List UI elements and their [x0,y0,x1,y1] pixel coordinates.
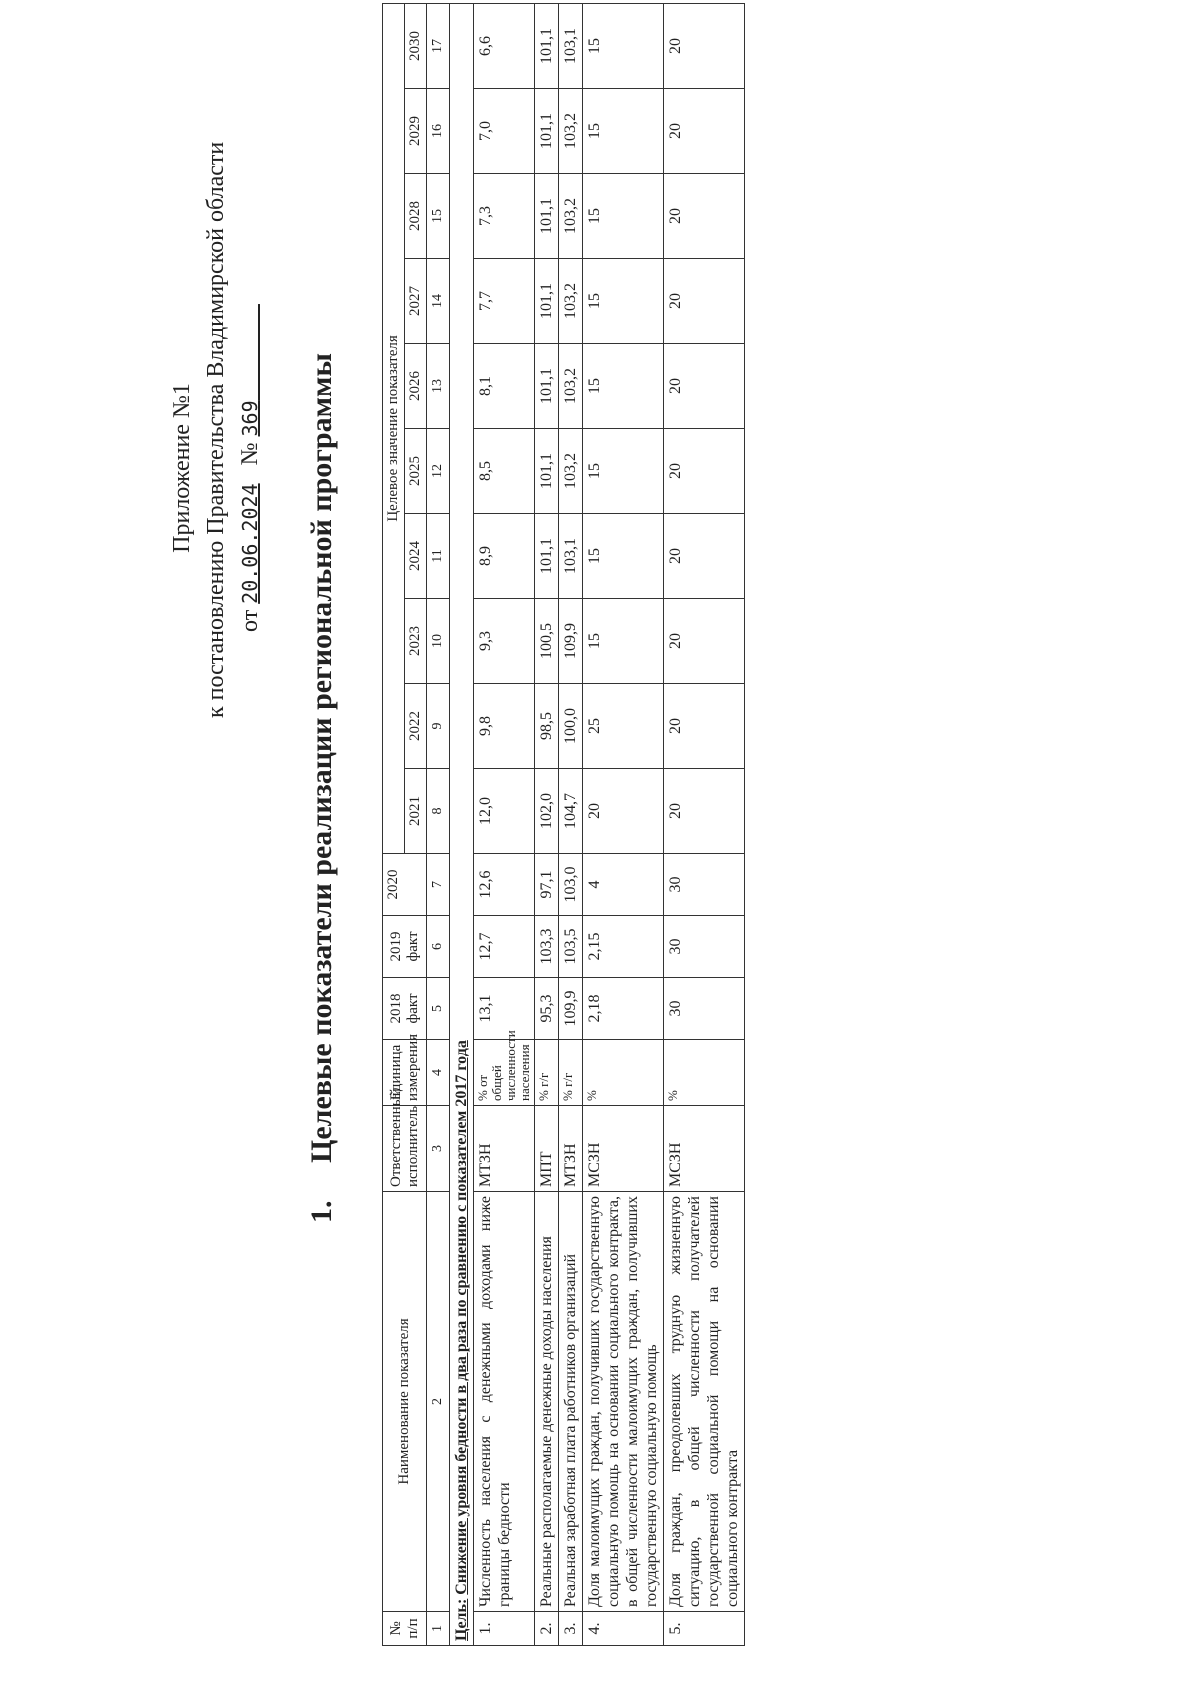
header-responsible: Ответственный исполнитель [383,1106,427,1192]
indicator-value: 13,1 [474,978,535,1040]
indicator-value: 8,1 [474,344,535,429]
indicator-responsible: МПТ [535,1106,559,1192]
indicator-value: 20 [664,344,745,429]
decree-number: 369 [238,400,262,437]
indicator-value: 103,5 [559,916,583,978]
table-header-row [383,3,405,1645]
goal-text: Снижение уровня бедности в два раза по сравнению с показателем 2017 года [453,1040,470,1595]
column-number: 15 [427,174,450,259]
indicator-unit: % от общей численности населения [474,1040,535,1106]
section-number: 1. [305,1200,338,1223]
indicator-value: 20 [664,684,745,769]
indicator-value: 7,7 [474,259,535,344]
number-label: № [237,442,263,466]
indicator-value: 101,1 [535,174,559,259]
appendix-header [165,141,267,718]
appendix-number: Приложение №1 [169,383,195,553]
from-label: от [237,609,263,632]
indicator-value: 30 [664,916,745,978]
indicator-num: 3. [559,1612,583,1646]
indicator-value: 12,7 [474,916,535,978]
indicator-value: 2,15 [583,916,664,978]
indicator-name: Реальные располагаемые денежные доходы населения [535,1192,559,1612]
indicator-value: 101,1 [535,259,559,344]
column-number: 12 [427,429,450,514]
header-name: Наименование показателя [383,1192,427,1612]
header-2020: 2020 [383,854,427,916]
column-number: 7 [427,854,450,916]
indicator-responsible: МСЗН [664,1106,745,1192]
indicator-value: 100,0 [559,684,583,769]
indicator-value: 20 [664,3,745,88]
header-year: 2027 [405,259,427,344]
indicator-unit: % г/г [535,1040,559,1106]
column-number: 8 [427,769,450,854]
indicator-value: 12,6 [474,854,535,916]
indicator-name: Доля малоимущих граждан, получивших государственную социальную помощь на основании социального контракта, в общей численности малоимущих граждан, получивших государственную социальную помощь [583,1192,664,1612]
table-row [583,3,664,1645]
indicator-value: 20 [664,259,745,344]
header-year: 2028 [405,174,427,259]
header-unit: Единица измерения [383,1040,427,1106]
indicator-value: 4 [583,854,664,916]
indicator-value: 20 [583,769,664,854]
indicator-value: 101,1 [535,429,559,514]
indicator-value: 9,3 [474,599,535,684]
indicator-value: 103,2 [559,174,583,259]
indicator-value: 15 [583,3,664,88]
column-number: 9 [427,684,450,769]
indicator-value: 8,5 [474,429,535,514]
column-number: 3 [427,1106,450,1192]
indicator-num: 4. [583,1612,664,1646]
indicator-value: 101,1 [535,344,559,429]
indicator-value: 20 [664,599,745,684]
header-year: 2021 [405,769,427,854]
indicator-value: 9,8 [474,684,535,769]
indicator-value: 15 [583,514,664,599]
indicator-value: 15 [583,89,664,174]
header-num: № п/п [383,1612,427,1646]
column-number: 2 [427,1192,450,1612]
indicator-value: 103,2 [559,429,583,514]
indicator-name: Доля граждан, преодолевших трудную жизненную ситуацию, в общей численности получателей государственной социальной помощи на основании социального контракта [664,1192,745,1612]
indicator-unit: % [664,1040,745,1106]
goal-cell [450,3,474,1645]
indicator-value: 8,9 [474,514,535,599]
header-target: Целевое значение показателя [383,3,405,853]
section-title: Целевые показатели реализации региональной программы [305,353,338,1163]
indicator-value: 12,0 [474,769,535,854]
goal-prefix: Цель: [453,1598,470,1641]
header-year: 2026 [405,344,427,429]
column-number: 4 [427,1040,450,1106]
header-year: 2029 [405,89,427,174]
indicator-name: Реальная заработная плата работников организаций [559,1192,583,1612]
indicator-value: 7,0 [474,89,535,174]
decree-date: 20.06.2024 [238,483,262,604]
indicator-value: 103,2 [559,344,583,429]
indicator-value: 20 [664,89,745,174]
indicator-responsible: МТЗН [474,1106,535,1192]
indicator-num: 1. [474,1612,535,1646]
column-number-row [427,3,450,1645]
column-number: 10 [427,599,450,684]
appendix-date-line [233,218,267,718]
indicators-body [474,3,745,1645]
table-row [535,3,559,1645]
indicator-responsible: МТЗН [559,1106,583,1192]
indicator-value: 109,9 [559,599,583,684]
table-row [559,3,583,1645]
column-number: 1 [427,1612,450,1646]
column-number: 13 [427,344,450,429]
indicator-num: 5. [664,1612,745,1646]
indicator-value: 98,5 [535,684,559,769]
indicator-value: 15 [583,174,664,259]
indicator-value: 97,1 [535,854,559,916]
header-year: 2024 [405,514,427,599]
indicator-responsible: МСЗН [583,1106,664,1192]
indicator-value: 15 [583,344,664,429]
indicator-value: 103,3 [535,916,559,978]
indicator-unit: % [583,1040,664,1106]
indicator-value: 101,1 [535,514,559,599]
column-number: 16 [427,89,450,174]
header-2019: 2019 факт [383,916,427,978]
indicator-value: 20 [664,514,745,599]
indicator-value: 103,2 [559,259,583,344]
indicator-value: 95,3 [535,978,559,1040]
column-number: 14 [427,259,450,344]
page-title [305,323,339,1223]
indicator-value: 25 [583,684,664,769]
indicator-unit: % г/г [559,1040,583,1106]
indicator-value: 103,1 [559,3,583,88]
indicator-value: 7,3 [474,174,535,259]
indicator-value: 103,0 [559,854,583,916]
indicator-value: 102,0 [535,769,559,854]
indicator-name: Численность населения с денежными доходами ниже границы бедности [474,1192,535,1612]
header-year: 2023 [405,599,427,684]
column-number: 17 [427,3,450,88]
indicator-value: 30 [664,854,745,916]
column-number: 11 [427,514,450,599]
indicator-value: 109,9 [559,978,583,1040]
table-row [474,3,535,1645]
indicator-value: 103,1 [559,514,583,599]
indicator-value: 101,1 [535,89,559,174]
indicator-value: 6,6 [474,3,535,88]
goal-row [450,3,474,1645]
indicator-value: 20 [664,769,745,854]
header-year: 2030 [405,3,427,88]
indicator-num: 2. [535,1612,559,1646]
indicator-value: 30 [664,978,745,1040]
appendix-decree-ref: к постановлению Правительства Владимирской области [203,141,229,718]
indicator-value: 15 [583,599,664,684]
column-number: 6 [427,916,450,978]
indicator-value: 104,7 [559,769,583,854]
indicator-value: 2,18 [583,978,664,1040]
header-2018: 2018 факт [383,978,427,1040]
header-year: 2022 [405,684,427,769]
indicator-value: 20 [664,429,745,514]
indicator-value: 20 [664,174,745,259]
indicator-value: 15 [583,259,664,344]
header-year: 2025 [405,429,427,514]
indicator-value: 103,2 [559,89,583,174]
table-row [664,3,745,1645]
indicator-value: 15 [583,429,664,514]
indicator-value: 101,1 [535,3,559,88]
indicators-table [382,3,745,1646]
column-number: 5 [427,978,450,1040]
indicator-value: 100,5 [535,599,559,684]
